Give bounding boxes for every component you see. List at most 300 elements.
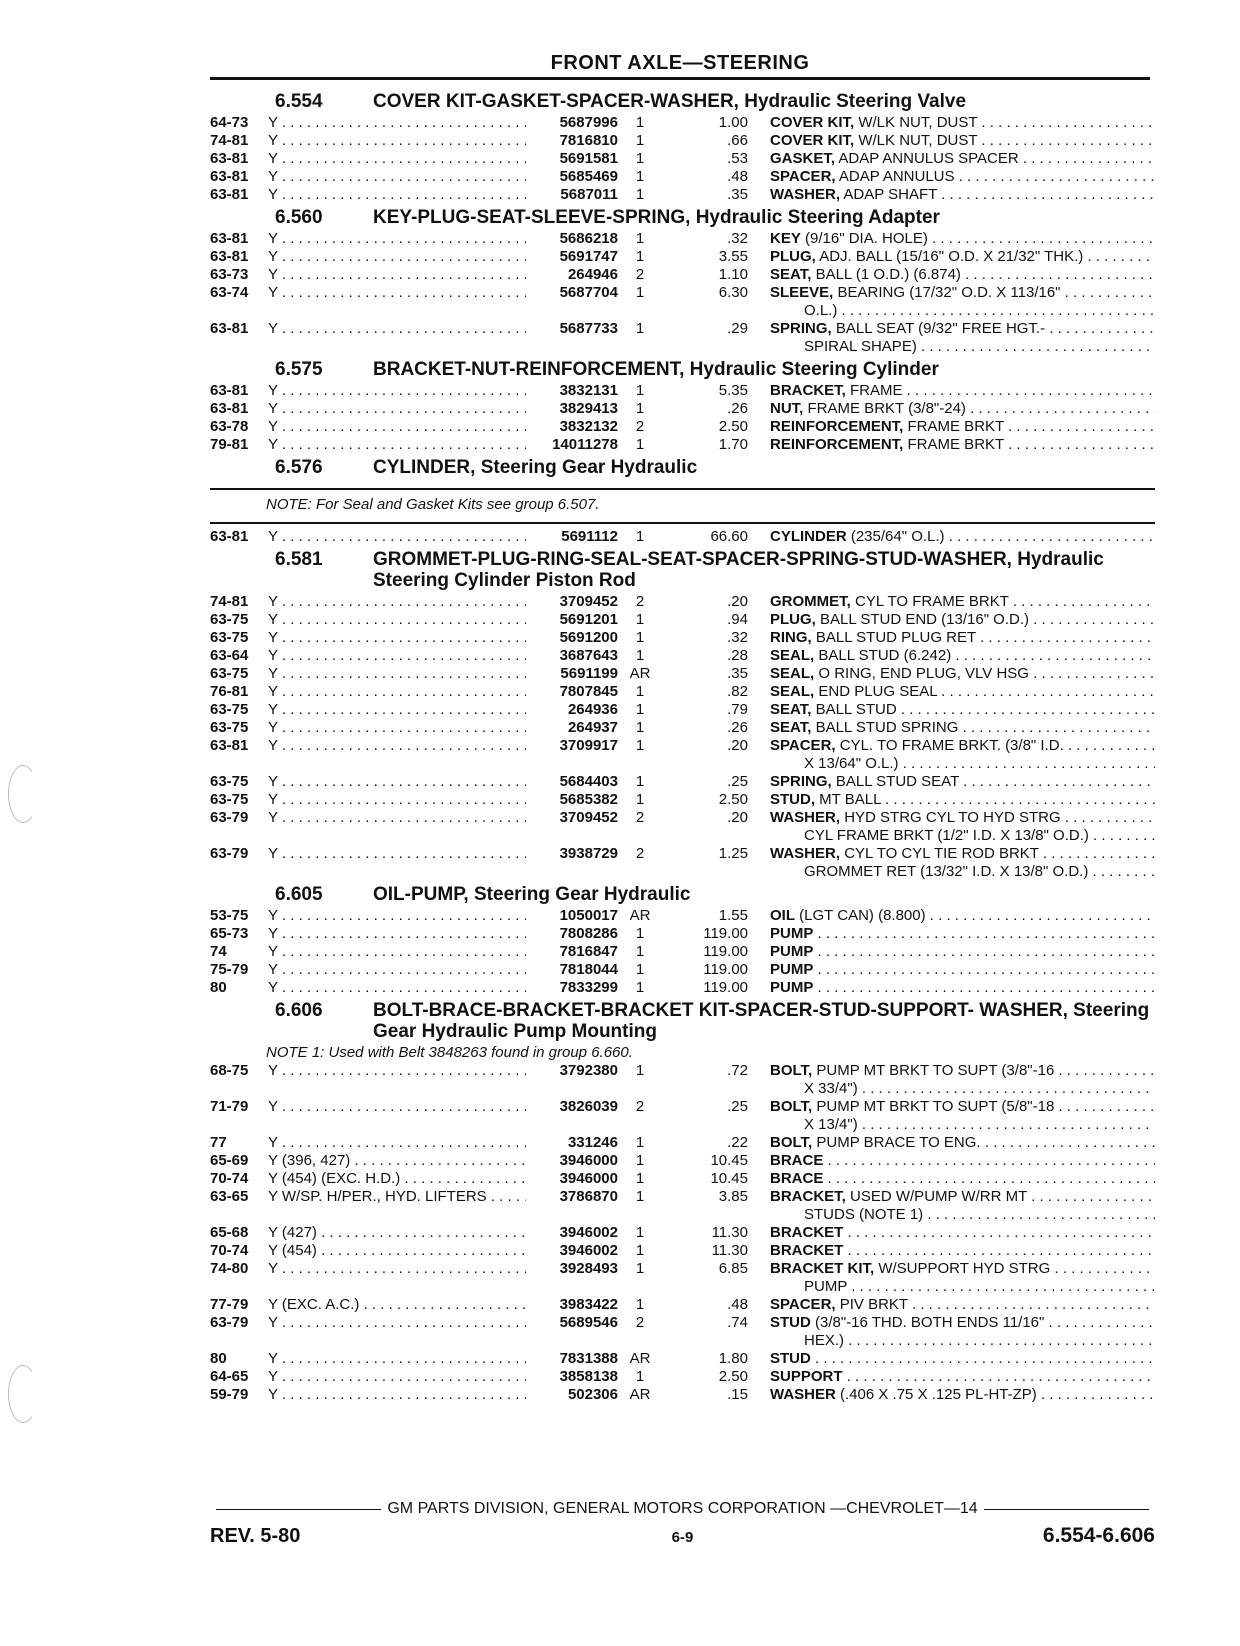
quantity: 1 [635, 1242, 645, 1259]
part-description [770, 1062, 1155, 1080]
part-name: SEAL, [770, 647, 815, 664]
group-heading [210, 549, 1155, 591]
part-row [210, 248, 1155, 266]
part-row [210, 1098, 1155, 1116]
part-name: NUT, [770, 400, 804, 417]
part-row [210, 1170, 1155, 1188]
model-code: Y . . . [268, 1368, 526, 1386]
part-number: 3946000 [559, 1152, 618, 1169]
model-years: 79-81 [210, 436, 249, 453]
quantity: 1 [635, 168, 645, 185]
price: .53 [727, 150, 748, 167]
part-row [210, 436, 1155, 454]
part-detail: PUMP MT BRKT TO SUPT (5/8"-18 [816, 1098, 1055, 1115]
part-number: 7808286 [559, 925, 618, 942]
model-years: 74-81 [210, 132, 249, 149]
part-number: 3946000 [559, 1170, 618, 1187]
model-years: 77 [210, 1134, 227, 1151]
price: .48 [727, 1296, 748, 1313]
part-description [770, 943, 1155, 961]
part-detail: HYD STRG CYL TO HYD STRG [844, 809, 1061, 826]
part-row [210, 320, 1155, 338]
part-description [770, 284, 1155, 302]
quantity: 1 [635, 683, 645, 700]
part-name: PUMP [770, 925, 814, 942]
part-row [210, 1350, 1155, 1368]
part-description [770, 1134, 1155, 1152]
part-row [210, 1368, 1155, 1386]
part-row [210, 791, 1155, 809]
part-detail: PIV BRKT [839, 1296, 908, 1313]
part-description-continued [210, 827, 1155, 845]
part-number: 331246 [567, 1134, 618, 1151]
group-range: 6.554-6.606 [1042, 1524, 1155, 1547]
part-description [770, 1188, 1155, 1206]
model-code: Y . . . [268, 1134, 526, 1152]
part-name: SPACER, [770, 737, 836, 754]
group-heading [210, 359, 1155, 380]
price: 119.00 [703, 979, 748, 996]
model-years: 63-79 [210, 809, 249, 826]
price: 119.00 [703, 943, 748, 960]
group-title-main: BOLT-BRACE-BRACKET-BRACKET KIT-SPACER-STUD-SUPPORT- [373, 1000, 974, 1021]
quantity: 1 [635, 1134, 645, 1151]
parts-group [210, 359, 1155, 454]
price: .20 [727, 737, 748, 754]
part-row [210, 114, 1155, 132]
part-name: CYLINDER [770, 528, 847, 545]
part-description [770, 230, 1155, 248]
price: 1.00 [718, 114, 748, 131]
price: 2.50 [718, 418, 748, 435]
part-number: 5691747 [559, 248, 618, 265]
model-code: Y . . . [268, 248, 526, 266]
part-row [210, 979, 1155, 997]
model-code: Y . . . [268, 943, 526, 961]
model-code: Y . . . [268, 382, 526, 400]
model-years: 59-79 [210, 1386, 249, 1403]
part-description-continued [210, 863, 1155, 881]
part-row [210, 284, 1155, 302]
model-years: 63-74 [210, 284, 249, 301]
group-subtitle: WASHER, Steering Gear Hydraulic Pump Mounting [373, 1000, 1150, 1042]
part-detail: BALL STUD PLUG RET [815, 629, 976, 646]
group-title [373, 359, 1155, 380]
quantity: 2 [635, 418, 645, 435]
model-code: Y . . . [268, 132, 526, 150]
part-number: 3829413 [559, 400, 618, 417]
price: 5.35 [718, 382, 748, 399]
model-years: 63-64 [210, 647, 249, 664]
quantity: 1 [635, 925, 645, 942]
continuation-text: CYL FRAME BRKT (1/2" I.D. X 13/8" O.D.) . . . [790, 827, 1155, 845]
price: 1.25 [718, 845, 748, 862]
part-description [770, 320, 1155, 338]
part-row [210, 1134, 1155, 1152]
part-description [770, 1296, 1155, 1314]
part-description [770, 114, 1155, 132]
part-row [210, 418, 1155, 436]
part-name: SEAT, [770, 719, 812, 736]
part-detail: O RING, END PLUG, VLV HSG [818, 665, 1029, 682]
model-years: 63-81 [210, 320, 249, 337]
group-heading [210, 457, 1155, 478]
price: .35 [727, 186, 748, 203]
part-name: BRACKET, [770, 382, 846, 399]
price: 66.60 [710, 528, 748, 545]
price: 1.10 [718, 266, 748, 283]
part-number: 264936 [567, 701, 618, 718]
model-years: 77-79 [210, 1296, 249, 1313]
quantity: 1 [635, 943, 645, 960]
parts-group [210, 207, 1155, 356]
part-name: BOLT, [770, 1134, 813, 1151]
part-detail: BALL STUD END (13/16" O.D.) [820, 611, 1030, 628]
part-number: 5685382 [559, 791, 618, 808]
model-code: Y . . . [268, 114, 526, 132]
part-name: PUMP [770, 943, 814, 960]
part-row [210, 186, 1155, 204]
part-row [210, 266, 1155, 284]
quantity: 1 [635, 1062, 645, 1079]
part-name: GROMMET, [770, 593, 851, 610]
group-title [373, 457, 1155, 478]
price: .28 [727, 647, 748, 664]
group-title-main: KEY-PLUG-SEAT-SLEEVE-SPRING, [373, 207, 691, 228]
part-name: REINFORCEMENT, [770, 418, 904, 435]
model-years: 63-75 [210, 629, 249, 646]
group-title-main: COVER KIT-GASKET-SPACER-WASHER, [373, 91, 739, 112]
part-row [210, 629, 1155, 647]
quantity: 1 [635, 961, 645, 978]
part-detail: PUMP MT BRKT TO SUPT (3/8"-16 [816, 1062, 1055, 1079]
model-years: 63-81 [210, 528, 249, 545]
price: 11.30 [711, 1242, 748, 1259]
part-detail: CYL TO CYL TIE ROD BRKT [844, 845, 1039, 862]
model-years: 76-81 [210, 683, 249, 700]
spacer [210, 1080, 790, 1098]
page-number: 6-9 [671, 1529, 694, 1546]
part-number: 5685469 [559, 168, 618, 185]
quantity: 1 [635, 1296, 645, 1313]
group-number: 6.576 [275, 457, 323, 478]
part-row [210, 1296, 1155, 1314]
price: 119.00 [703, 961, 748, 978]
part-description [770, 737, 1155, 755]
model-years: 70-74 [210, 1170, 249, 1187]
part-number: 3928493 [559, 1260, 618, 1277]
group-subtitle: Hydraulic Steering Adapter [695, 207, 940, 228]
part-number: 3792380 [559, 1062, 618, 1079]
model-years: 63-73 [210, 266, 249, 283]
price: .72 [727, 1062, 748, 1079]
part-description [770, 266, 1155, 284]
part-description [770, 1242, 1155, 1260]
model-code: Y . . . [268, 593, 526, 611]
footer-division-text: GM PARTS DIVISION, GENERAL MOTORS CORPORATION —CHEVROLET—14 [387, 1500, 978, 1517]
part-description [770, 925, 1155, 943]
model-years: 63-79 [210, 845, 249, 862]
price: .25 [727, 1098, 748, 1115]
part-name: PUMP [770, 961, 814, 978]
group-number: 6.581 [275, 549, 323, 570]
part-number: 3983422 [559, 1296, 618, 1313]
quantity: AR [629, 665, 651, 682]
part-name: SUPPORT [770, 1368, 843, 1385]
quantity: 1 [635, 382, 645, 399]
part-description [770, 1314, 1155, 1332]
model-years: 70-74 [210, 1242, 249, 1259]
quantity: 2 [635, 809, 645, 826]
price: 6.30 [718, 284, 748, 301]
model-years: 74 [210, 943, 227, 960]
model-years: 65-69 [210, 1152, 249, 1169]
model-years: 53-75 [210, 907, 249, 924]
part-detail: PUMP BRACE TO ENG. [816, 1134, 981, 1151]
part-name: OIL [770, 907, 795, 924]
part-number: 5691200 [559, 629, 618, 646]
quantity: AR [629, 1350, 651, 1367]
part-number: 3946002 [559, 1242, 618, 1259]
part-description [770, 719, 1155, 737]
part-name: BRACE [770, 1152, 824, 1169]
part-detail: BALL STUD [815, 701, 897, 718]
part-row [210, 1386, 1155, 1404]
spacer [210, 1332, 790, 1350]
part-name: BRACKET KIT, [770, 1260, 875, 1277]
quantity: 1 [635, 320, 645, 337]
part-row [210, 701, 1155, 719]
model-code: Y . . . [268, 791, 526, 809]
part-description-continued [210, 1206, 1155, 1224]
part-name: PLUG, [770, 611, 816, 628]
part-description [770, 665, 1155, 683]
model-years: 74-81 [210, 593, 249, 610]
footer [210, 1524, 1155, 1548]
part-name: REINFORCEMENT, [770, 436, 904, 453]
group-heading [210, 91, 1155, 112]
part-number: 502306 [567, 1386, 618, 1403]
part-row [210, 737, 1155, 755]
quantity: 1 [635, 1152, 645, 1169]
price: .74 [727, 1314, 748, 1331]
price: .35 [727, 665, 748, 682]
model-code: Y . . . [268, 611, 526, 629]
part-name: SEAT, [770, 701, 812, 718]
model-code: Y . . . [268, 230, 526, 248]
model-years: 63-81 [210, 150, 249, 167]
header-rule [210, 77, 1150, 80]
model-years: 63-81 [210, 168, 249, 185]
part-description [770, 1170, 1155, 1188]
quantity: 1 [635, 773, 645, 790]
part-number: 3946002 [559, 1224, 618, 1241]
part-name: BRACKET [770, 1242, 844, 1259]
price: 1.55 [718, 907, 748, 924]
quantity: 1 [635, 114, 645, 131]
model-code: Y . . . [268, 284, 526, 302]
part-description [770, 701, 1155, 719]
part-description [770, 1260, 1155, 1278]
price: .66 [727, 132, 748, 149]
model-years: 63-75 [210, 611, 249, 628]
group-title-main: CYLINDER, [373, 457, 476, 478]
part-row [210, 593, 1155, 611]
model-code: Y . . . [268, 809, 526, 827]
model-years: 63-75 [210, 665, 249, 682]
group-note: NOTE: For Seal and Gasket Kits see group 6.507. [266, 496, 600, 513]
part-detail: W/SUPPORT HYD STRG [878, 1260, 1051, 1277]
footer-rule [984, 1509, 1149, 1510]
model-years: 64-65 [210, 1368, 249, 1385]
model-code: Y . . . [268, 150, 526, 168]
part-number: 1050017 [559, 907, 618, 924]
model-years: 75-79 [210, 961, 249, 978]
price: .25 [727, 773, 748, 790]
model-years: 63-75 [210, 791, 249, 808]
price: .26 [727, 719, 748, 736]
model-code: Y . . . [268, 719, 526, 737]
part-name: BRACKET, [770, 1188, 846, 1205]
part-description [770, 791, 1155, 809]
part-row [210, 961, 1155, 979]
group-number: 6.575 [275, 359, 323, 380]
binder-hole [8, 1365, 38, 1423]
page-title: FRONT AXLE—STEERING [550, 52, 810, 74]
parts-group [210, 549, 1155, 881]
group-subtitle: Steering Gear Hydraulic [480, 457, 698, 478]
part-description-continued [210, 1332, 1155, 1350]
group-number: 6.560 [275, 207, 323, 228]
model-code: Y . . . [268, 979, 526, 997]
part-row [210, 1314, 1155, 1332]
model-years: 63-65 [210, 1188, 249, 1205]
part-detail: ADAP SHAFT [843, 186, 937, 203]
part-row [210, 925, 1155, 943]
group-heading [210, 1000, 1155, 1042]
part-row [210, 943, 1155, 961]
price: 10.45 [710, 1152, 748, 1169]
model-code: Y . . . [268, 925, 526, 943]
part-number: 5686218 [559, 230, 618, 247]
part-description [770, 400, 1155, 418]
price: 1.70 [718, 436, 748, 453]
part-name: SEAL, [770, 683, 815, 700]
group-subtitle: Steering Gear Hydraulic [474, 884, 691, 905]
part-number: 7816810 [559, 132, 618, 149]
part-number: 5687733 [559, 320, 618, 337]
part-detail: BALL STUD (6.242) [818, 647, 952, 664]
part-row [210, 1152, 1155, 1170]
quantity: 2 [635, 845, 645, 862]
part-number: 3709452 [559, 593, 618, 610]
part-row [210, 773, 1155, 791]
part-number: 5687011 [560, 186, 618, 203]
group-number: 6.554 [275, 91, 323, 112]
part-number: 5684403 [559, 773, 618, 790]
part-number: 3858138 [559, 1368, 618, 1385]
continuation-text: X 13/4") . . . [790, 1116, 1155, 1134]
group-title-main: BRACKET-NUT-REINFORCEMENT, [373, 359, 685, 380]
quantity: 1 [635, 186, 645, 203]
part-number: 5691581 [559, 150, 618, 167]
part-description-continued [210, 755, 1155, 773]
quantity: 1 [635, 737, 645, 754]
part-number: 5691199 [560, 665, 618, 682]
part-row [210, 132, 1155, 150]
part-row [210, 611, 1155, 629]
part-description [770, 979, 1155, 997]
price: .32 [727, 629, 748, 646]
part-name: PUMP [770, 979, 814, 996]
price: .94 [727, 611, 748, 628]
model-years: 71-79 [210, 1098, 249, 1115]
part-detail: FRAME BRKT [907, 418, 1004, 435]
group-title [373, 549, 1155, 591]
part-description [770, 1224, 1155, 1242]
price: .32 [727, 230, 748, 247]
part-row [210, 845, 1155, 863]
model-years: 63-81 [210, 382, 249, 399]
price: .82 [727, 683, 748, 700]
part-detail: ADAP ANNULUS SPACER [838, 150, 1019, 167]
continuation-text: X 33/4") . . . [790, 1080, 1155, 1098]
model-code: Y (454) (EXC. H.D.) . . . [268, 1170, 526, 1188]
quantity: AR [629, 1386, 651, 1403]
model-years: 65-68 [210, 1224, 249, 1241]
quantity: 1 [635, 248, 645, 265]
model-code: Y (454) . . . [268, 1242, 526, 1260]
part-row [210, 1224, 1155, 1242]
continuation-text: SPIRAL SHAPE) . . . [790, 338, 1155, 356]
part-number: 7818044 [559, 961, 618, 978]
price: .29 [727, 320, 748, 337]
binder-hole [8, 765, 38, 823]
quantity: 1 [635, 284, 645, 301]
quantity: 2 [635, 1098, 645, 1115]
part-name: BOLT, [770, 1062, 813, 1079]
part-description [770, 845, 1155, 863]
part-number: 3832132 [559, 418, 618, 435]
part-row [210, 683, 1155, 701]
part-number: 7831388 [559, 1350, 618, 1367]
model-code: Y (EXC. A.C.) . . . [268, 1296, 526, 1314]
part-detail: FRAME BRKT (3/8"-24) [807, 400, 966, 417]
model-years: 63-78 [210, 418, 249, 435]
part-detail: W/LK NUT, DUST [858, 132, 978, 149]
group-heading [210, 884, 1155, 905]
model-code: Y . . . [268, 1350, 526, 1368]
quantity: 1 [635, 701, 645, 718]
part-description [770, 1368, 1155, 1386]
part-row [210, 1062, 1155, 1080]
quantity: AR [629, 907, 651, 924]
model-code: Y W/SP. H/PER., HYD. LIFTERS . . . [268, 1188, 526, 1206]
part-row [210, 665, 1155, 683]
price: 10.45 [710, 1170, 748, 1187]
price: .26 [727, 400, 748, 417]
model-code: Y . . . [268, 773, 526, 791]
part-detail: FRAME [850, 382, 903, 399]
continuation-text: GROMMET RET (13/32" I.D. X 13/8" O.D.) . . . [790, 863, 1155, 881]
model-code: Y . . . [268, 320, 526, 338]
model-code: Y . . . [268, 400, 526, 418]
model-years: 63-81 [210, 230, 249, 247]
part-description [770, 1098, 1155, 1116]
part-row [210, 382, 1155, 400]
part-name: PLUG, [770, 248, 816, 265]
part-name: WASHER, [770, 809, 841, 826]
